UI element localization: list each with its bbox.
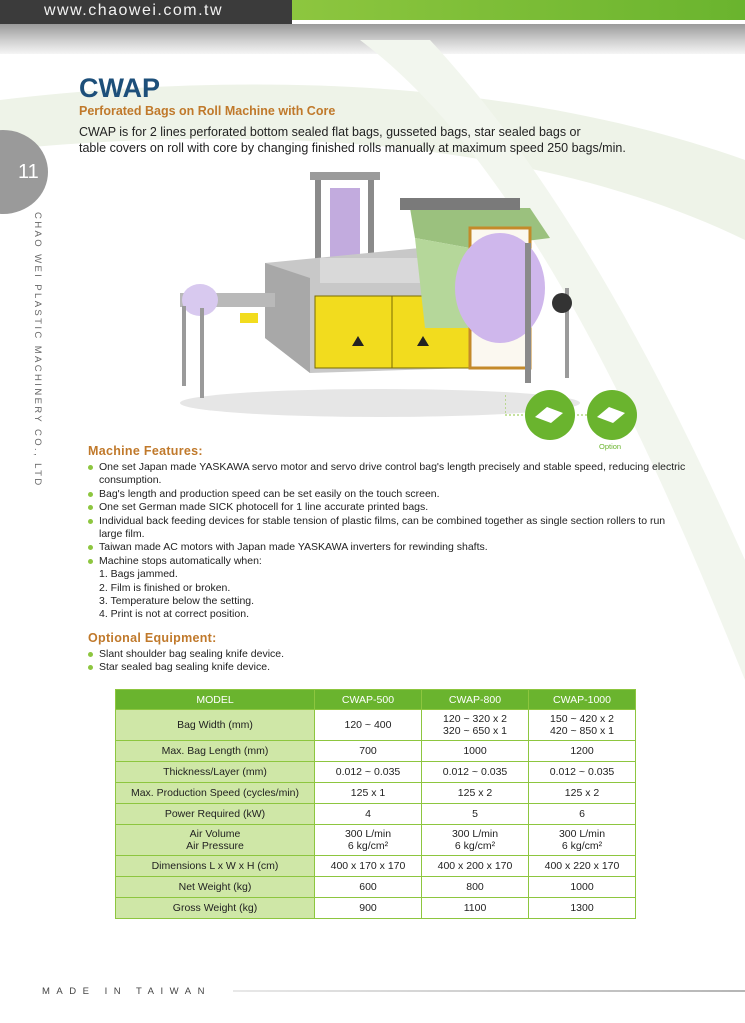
spec-value-line: 400 x 170 x 170: [330, 860, 406, 872]
made-in-taiwan: MADE IN TAIWAN: [42, 986, 211, 997]
spec-label: [116, 762, 315, 783]
option-label: Option: [599, 442, 622, 451]
spec-value-line: 125 x 2: [457, 787, 493, 799]
spec-row: [116, 877, 636, 898]
stop-condition: 2. Film is finished or broken.: [99, 581, 231, 594]
company-name-vertical: CHAO WEI PLASTIC MACHINERY CO., LTD: [32, 212, 43, 488]
optional-list: [88, 648, 688, 675]
spec-row: [116, 898, 636, 919]
spec-label: [116, 710, 315, 741]
spec-value: [529, 741, 636, 762]
spec-value-line: 1100: [463, 902, 487, 914]
spec-value-line: 120 ~ 400: [344, 719, 392, 731]
website-url[interactable]: www.chaowei.com.tw: [44, 2, 224, 19]
spec-value: [315, 741, 422, 762]
spec-value: [422, 783, 529, 804]
spec-value: [315, 804, 422, 825]
spec-label-line: Max. Production Speed (cycles/min): [130, 787, 300, 799]
spec-value: [315, 898, 422, 919]
spec-row: [116, 825, 636, 856]
feature-item: One set German made SICK photocell for 1 line accurate printed bags.: [88, 501, 688, 514]
spec-label-line: Air Pressure: [186, 840, 244, 852]
spec-label-line: Net Weight (kg): [178, 881, 252, 893]
product-subtitle: Perforated Bags on Roll Machine with Core: [79, 104, 336, 118]
spec-value: [422, 762, 529, 783]
spec-value-line: 0.012 ~ 0.035: [442, 766, 508, 778]
spec-value-line: 400 x 200 x 170: [437, 860, 513, 872]
feature-item: Machine stops automatically when:: [88, 555, 688, 568]
spec-value-line: 700: [359, 745, 377, 757]
header-model: MODEL: [116, 690, 315, 710]
feature-item: Taiwan made AC motors with Japan made YASKAWA inverters for rewinding shafts.: [88, 541, 688, 554]
spec-row: [116, 762, 636, 783]
spec-value-line: 5: [472, 808, 478, 820]
spec-value: [529, 762, 636, 783]
spec-value-line: 120 ~ 320 x 2: [443, 713, 507, 725]
spec-value: [529, 825, 636, 856]
top-bar: [0, 0, 745, 24]
product-intro: [79, 124, 679, 156]
stop-condition: 3. Temperature below the setting.: [99, 595, 255, 608]
spec-value: [422, 710, 529, 741]
spec-value-line: 6: [579, 808, 585, 820]
spec-value-line: 300 L/min: [558, 828, 606, 840]
spec-value-line: 4: [365, 808, 371, 820]
optional-title: Optional Equipment:: [88, 631, 217, 645]
url-box: [0, 0, 292, 24]
optional-item: Slant shoulder bag sealing knife device.: [88, 648, 688, 661]
spec-label-line: Air Volume: [189, 828, 241, 840]
stop-condition: 4. Print is not at correct position.: [99, 608, 249, 621]
feature-item: Bag's length and production speed can be set easily on the touch screen.: [88, 488, 688, 501]
spec-value: [529, 783, 636, 804]
stop-condition: 1. Bags jammed.: [99, 568, 178, 581]
spec-value-line: 0.012 ~ 0.035: [335, 766, 401, 778]
spec-value-line: 1000: [570, 881, 594, 893]
spec-label: [116, 898, 315, 919]
spec-label-line: Bag Width (mm): [177, 719, 253, 731]
spec-row: [116, 804, 636, 825]
spec-label: [116, 825, 315, 856]
spec-label-line: Max. Bag Length (mm): [161, 745, 269, 757]
spec-value: [422, 856, 529, 877]
spec-row: [116, 856, 636, 877]
spec-label: [116, 877, 315, 898]
spec-label: [116, 856, 315, 877]
spec-header-row: [116, 690, 636, 710]
spec-value-line: 800: [466, 881, 484, 893]
spec-value: [315, 856, 422, 877]
spec-value-line: 300 L/min: [451, 828, 499, 840]
spec-value-line: 600: [359, 881, 377, 893]
spec-label-line: Dimensions L x W x H (cm): [151, 860, 279, 872]
footer-rule: [233, 990, 745, 992]
spec-row: [116, 741, 636, 762]
spec-label-line: Power Required (kW): [164, 808, 266, 820]
spec-value: [422, 877, 529, 898]
spec-row: [116, 783, 636, 804]
spec-label: [116, 804, 315, 825]
intro-line-1: CWAP is for 2 lines perforated bottom sealed flat bags, gusseted bags, star sealed bags or: [79, 125, 581, 139]
spec-value: [315, 762, 422, 783]
spec-value: [529, 898, 636, 919]
spec-value-line: 420 ~ 850 x 1: [550, 725, 614, 737]
spec-value: [529, 856, 636, 877]
spec-value: [529, 877, 636, 898]
header-cwap-1000: CWAP-1000: [529, 690, 636, 710]
spec-table: [115, 689, 636, 919]
spec-value: [315, 825, 422, 856]
spec-value: [422, 804, 529, 825]
spec-value: [422, 898, 529, 919]
optional-item: Star sealed bag sealing knife device.: [88, 661, 688, 674]
intro-line-2: table covers on roll with core by changing finished rolls manually at maximum speed 250 bags/min.: [79, 141, 626, 155]
spec-label: [116, 783, 315, 804]
spec-row: [116, 710, 636, 741]
spec-value-line: 150 ~ 420 x 2: [550, 713, 614, 725]
product-code: CWAP: [79, 73, 160, 103]
spec-value-line: 400 x 220 x 170: [544, 860, 620, 872]
spec-value: [529, 710, 636, 741]
header-cwap-800: CWAP-800: [422, 690, 529, 710]
spec-value-line: 900: [359, 902, 377, 914]
spec-value-line: 300 L/min: [344, 828, 392, 840]
header-accent-strip: [292, 0, 745, 20]
spec-label-line: Gross Weight (kg): [172, 902, 258, 914]
feature-item: One set Japan made YASKAWA servo motor and servo drive control bag's length precisely and stable speed, reducing electric consumption.: [88, 461, 688, 488]
spec-label-line: Thickness/Layer (mm): [163, 766, 267, 778]
spec-value: [422, 741, 529, 762]
option-badges: [505, 385, 645, 455]
spec-label: [116, 741, 315, 762]
spec-value-line: 1300: [570, 902, 594, 914]
features-title: Machine Features:: [88, 444, 203, 458]
header-cwap-500: CWAP-500: [315, 690, 422, 710]
spec-value-line: 1000: [463, 745, 487, 757]
spec-value: [315, 783, 422, 804]
page-number: 11: [18, 161, 39, 183]
spec-value-line: 125 x 1: [350, 787, 386, 799]
spec-value-line: 6 kg/cm²: [347, 840, 389, 852]
spec-value-line: 1200: [570, 745, 594, 757]
spec-value: [315, 877, 422, 898]
features-list: [88, 461, 688, 622]
feature-item: Individual back feeding devices for stable tension of plastic films, can be combined together as single section rollers to run large film.: [88, 515, 688, 542]
spec-value: [315, 710, 422, 741]
spec-value-line: 6 kg/cm²: [454, 840, 496, 852]
spec-value: [529, 804, 636, 825]
spec-value-line: 125 x 2: [564, 787, 600, 799]
spec-value-line: 0.012 ~ 0.035: [549, 766, 615, 778]
spec-value: [422, 825, 529, 856]
spec-value-line: 6 kg/cm²: [561, 840, 603, 852]
spec-value-line: 320 ~ 650 x 1: [443, 725, 507, 737]
